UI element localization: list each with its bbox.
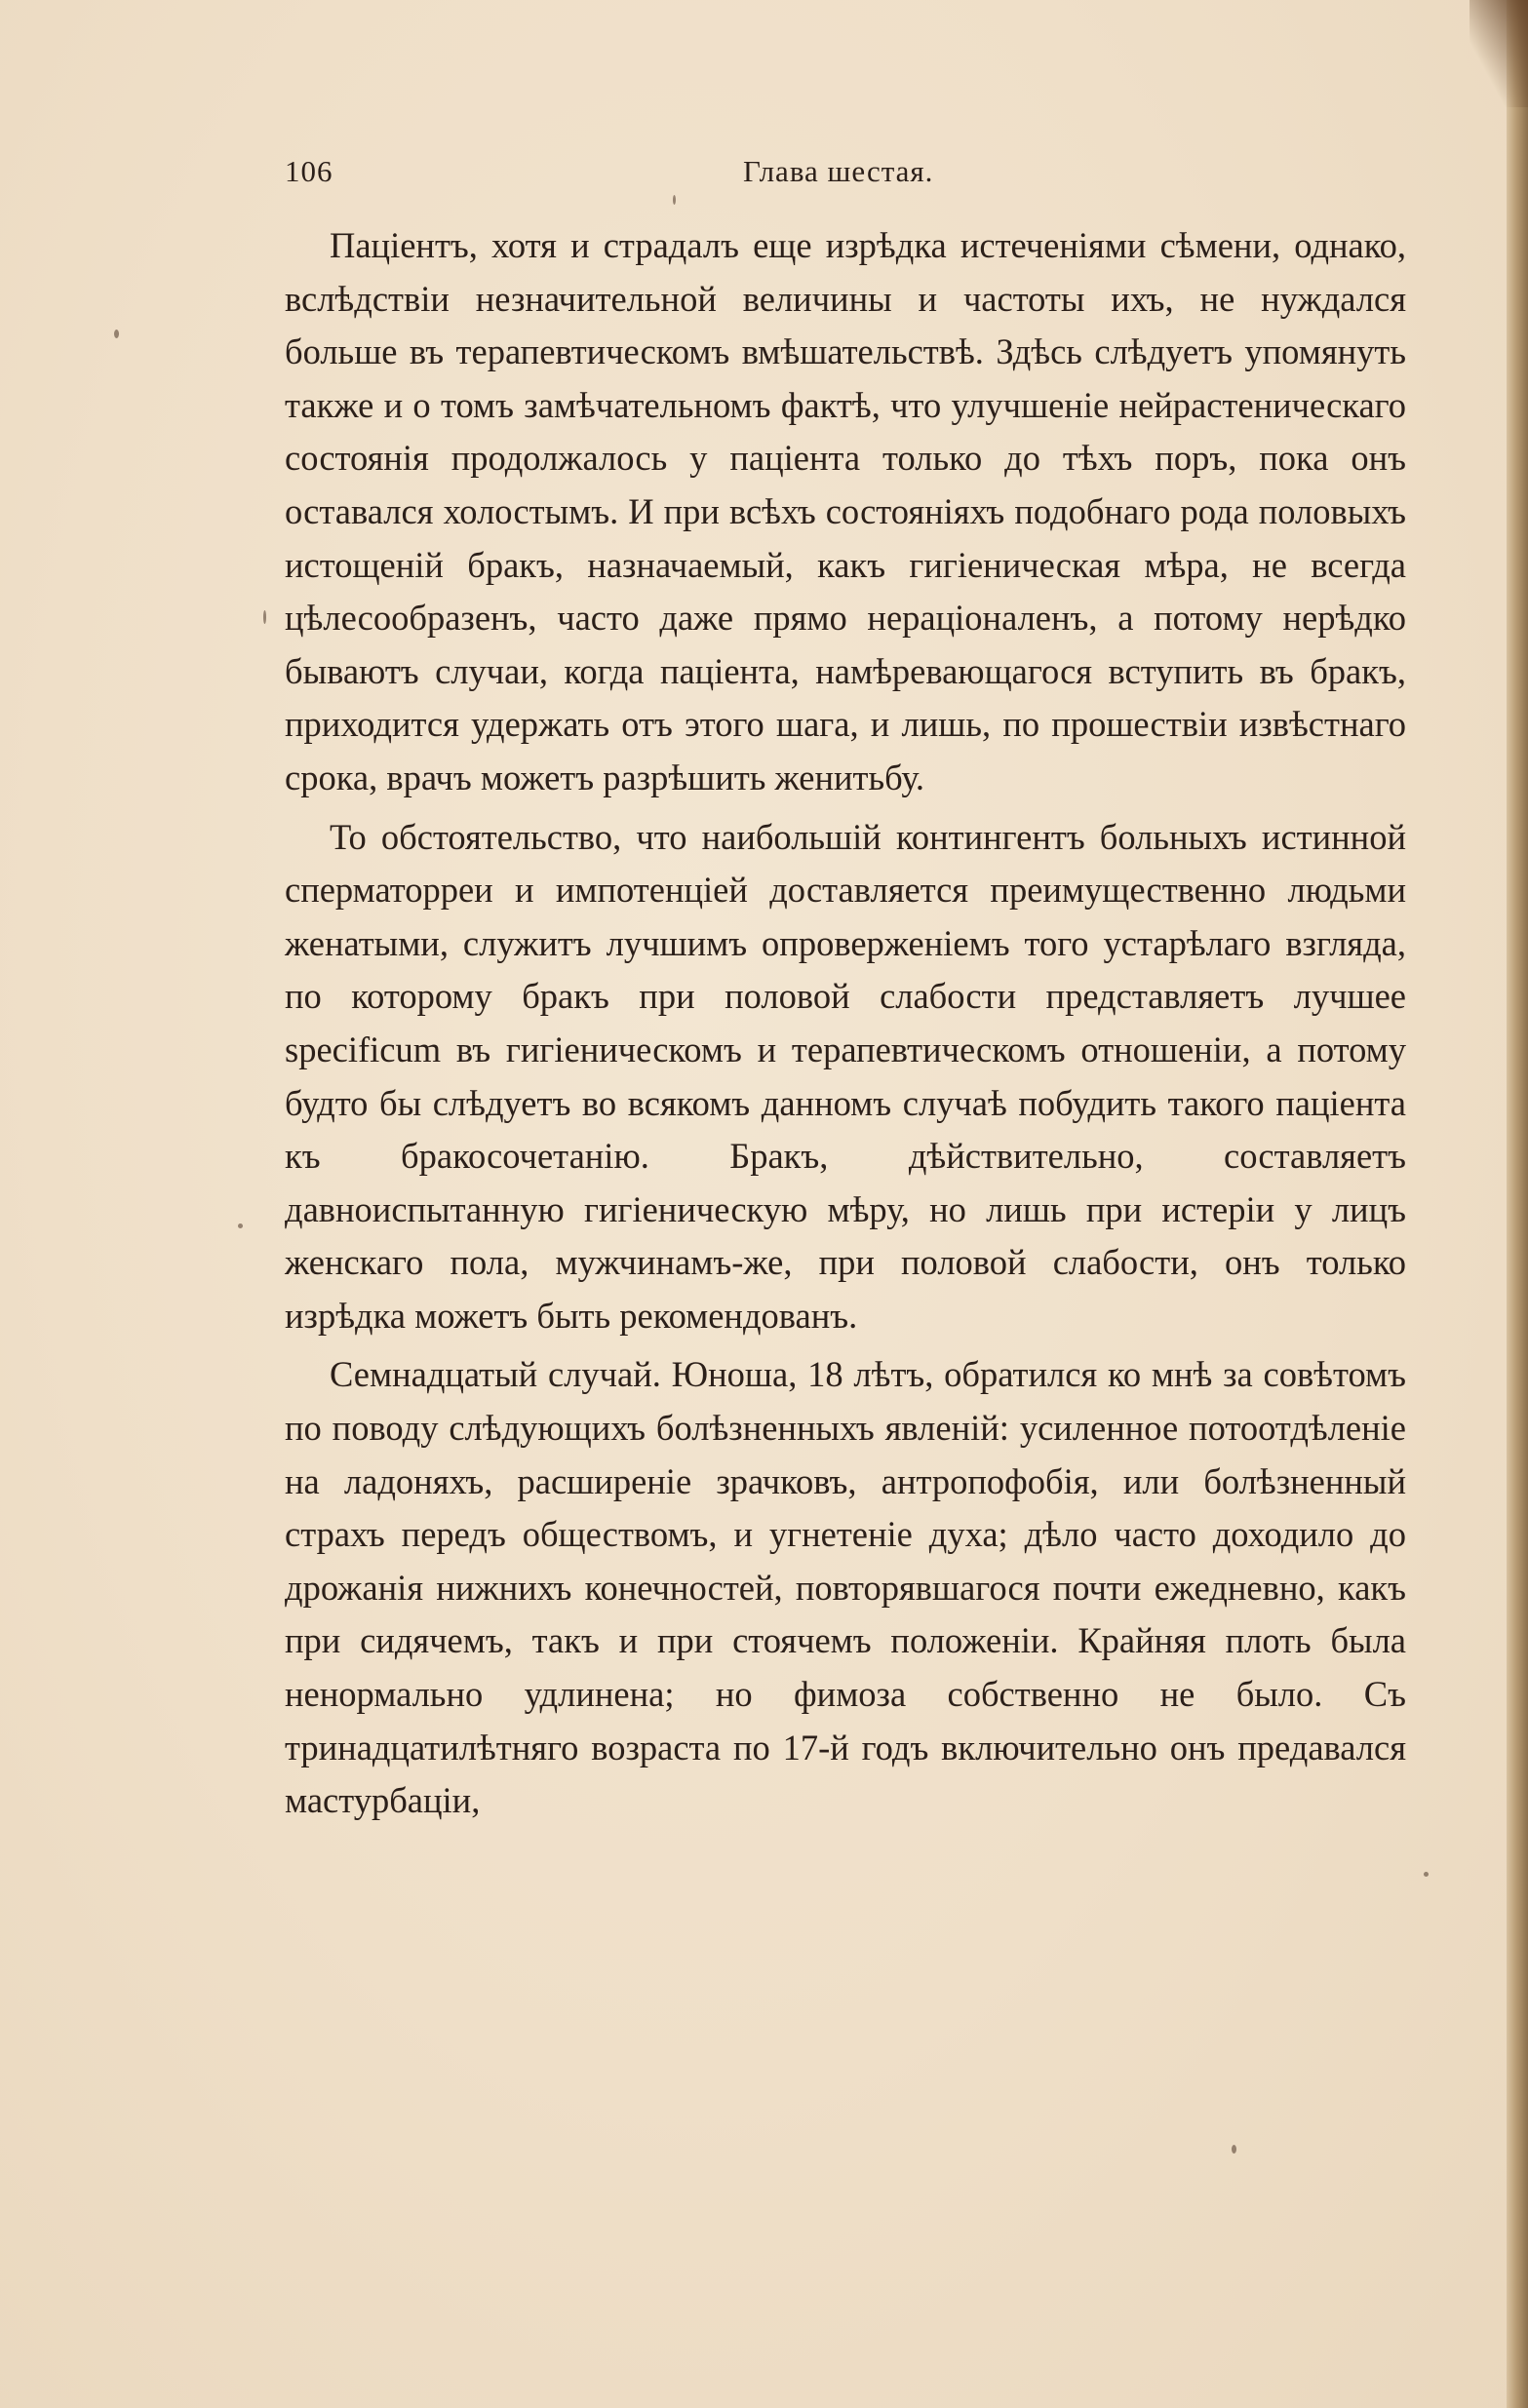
paragraph: То обстоятельство, что наибольшій контингентъ больныхъ истинной сперматорреи и импотенціей доставляется преимущественно людьми женатыми, служитъ лучшимъ опроверженіемъ того устарѣлаго взгляда, по которому бракъ при половой слабости представляетъ лучшее specificum въ гигіеническомъ и терапевтическомъ отношеніи, а потому будто бы слѣдуетъ во всякомъ данномъ случаѣ побудить такого паціента къ бракосочетанію. Бракъ, дѣйствительно, составляетъ давноиспытанную гигіеническую мѣру, но лишь при истеріи у лицъ женскаго пола, мужчинамъ-же, при половой слабости, онъ только изрѣдка можетъ быть рекомендованъ. — [285, 816, 1406, 1336]
running-head: Глава шестая. — [743, 154, 934, 188]
print-speck — [114, 330, 119, 338]
page-corner-shadow — [1469, 0, 1528, 107]
print-speck — [238, 1223, 243, 1228]
page-edge — [1507, 0, 1528, 2408]
page-header — [285, 154, 1406, 193]
print-speck — [673, 195, 676, 205]
print-speck — [263, 610, 266, 624]
print-speck — [1232, 2145, 1236, 2154]
body-text — [285, 219, 1406, 1834]
page-number: 106 — [285, 154, 333, 188]
paragraph: Семнадцатый случай. Юноша, 18 лѣтъ, обратился ко мнѣ за совѣтомъ по поводу слѣдующихъ болѣзненныхъ явленій: усиленное потоотдѣленіе на ладоняхъ, расширеніе зрачковъ, антропофобія, или болѣзненный страхъ передъ обществомъ, и угнетеніе духа; дѣло часто доходило до дрожанія нижнихъ конечностей, повторявшагося почти ежедневно, какъ при сидячемъ, такъ и при стоячемъ положеніи. Крайняя плоть была ненормально удлинена; но фимоза собственно не было. Съ тринадцатилѣтняго возраста по 17-й годъ включительно онъ предавался мастурбаціи, — [285, 1354, 1406, 1821]
paragraph: Паціентъ, хотя и страдалъ еще изрѣдка истеченіями сѣмени, однако, вслѣдствіи незначительной величины и частоты ихъ, не нуждался больше въ терапевтическомъ вмѣшательствѣ. Здѣсь слѣдуетъ упомянуть также и о томъ замѣчательномъ фактѣ, что улучшеніе нейрастеническаго состоянія продолжалось у паціента только до тѣхъ поръ, пока онъ оставался холостымъ. И при всѣхъ состояніяхъ подобнаго рода половыхъ истощеній бракъ, назначаемый, какъ гигіеническая мѣра, не всегда цѣлесообразенъ, часто даже прямо нераціоналенъ, а потому нерѣдко бываютъ случаи, когда паціента, намѣревающагося вступить въ бракъ, приходится удержать отъ этого шага, и лишь, по прошествіи извѣстнаго срока, врачъ можетъ разрѣшить женитьбу. — [285, 225, 1406, 797]
print-speck — [1424, 1872, 1429, 1877]
